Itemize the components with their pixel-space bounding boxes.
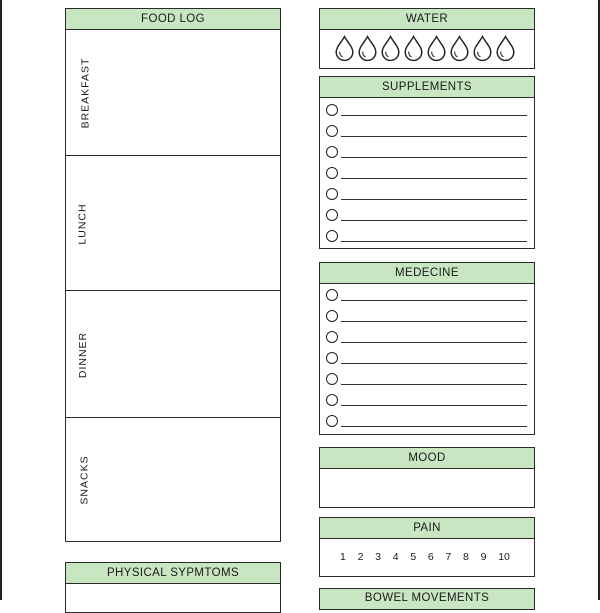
supplement-entry-line[interactable] xyxy=(341,157,527,158)
water-drop-icon[interactable] xyxy=(426,35,447,62)
meal-section-dinner[interactable] xyxy=(65,290,281,419)
medicine-entry-line[interactable] xyxy=(341,300,527,301)
bowel-movements-title: BOWEL MOVEMENTS xyxy=(364,592,490,604)
supplement-entry-line[interactable] xyxy=(341,220,527,221)
supplement-checkbox[interactable] xyxy=(326,167,338,179)
supplement-entry-line[interactable] xyxy=(341,136,527,137)
meal-section-breakfast[interactable] xyxy=(65,29,281,157)
medicine-entry-line[interactable] xyxy=(341,363,527,364)
pain-scale xyxy=(340,551,510,563)
water-drop-icon[interactable] xyxy=(334,35,355,62)
supplement-checkbox[interactable] xyxy=(326,209,338,221)
supplement-checkbox[interactable] xyxy=(326,146,338,158)
water-drop-icon[interactable] xyxy=(380,35,401,62)
medicine-checkbox[interactable] xyxy=(326,415,338,427)
meal-section-lunch[interactable] xyxy=(65,155,281,292)
medicine-row xyxy=(326,415,527,427)
physical-symptoms-box[interactable] xyxy=(65,583,281,613)
pain-level-7[interactable]: 7 xyxy=(445,551,452,563)
water-drop-icon[interactable] xyxy=(449,35,470,62)
supplement-entry-line[interactable] xyxy=(341,115,527,116)
physical-symptoms-title: PHYSICAL SYPMTOMS xyxy=(106,567,240,579)
food-log-title: FOOD LOG xyxy=(141,13,205,25)
medicine-entry-line[interactable] xyxy=(341,384,527,385)
supplement-entry-line[interactable] xyxy=(341,178,527,179)
water-header xyxy=(319,8,535,30)
supplement-row xyxy=(326,167,527,179)
pain-level-1[interactable]: 1 xyxy=(340,551,346,563)
medicine-title: MEDECINE xyxy=(395,267,459,279)
supplement-entry-line[interactable] xyxy=(341,241,527,242)
water-drop-icon[interactable] xyxy=(495,35,516,62)
supplement-checkbox[interactable] xyxy=(326,104,338,116)
mood-header xyxy=(319,447,535,469)
medicine-entry-line[interactable] xyxy=(341,342,527,343)
medicine-row xyxy=(326,310,527,322)
water-title: WATER xyxy=(405,13,449,25)
supplement-row xyxy=(326,188,527,200)
food-log-header xyxy=(65,8,281,30)
supplement-row xyxy=(326,209,527,221)
medicine-checkbox[interactable] xyxy=(326,352,338,364)
supplements-header xyxy=(319,76,535,98)
water-drop-tracker xyxy=(334,35,516,62)
medicine-entry-line[interactable] xyxy=(341,405,527,406)
pain-level-5[interactable]: 5 xyxy=(410,551,417,563)
medicine-checkbox[interactable] xyxy=(326,394,338,406)
supplements-title: SUPPLEMENTS xyxy=(381,81,473,93)
medicine-row xyxy=(326,373,527,385)
medicine-checkbox[interactable] xyxy=(326,373,338,385)
water-drop-icon[interactable] xyxy=(472,35,493,62)
mood-title: MOOD xyxy=(408,452,446,464)
supplement-checkbox[interactable] xyxy=(326,188,338,200)
supplement-checkbox[interactable] xyxy=(326,125,338,137)
meal-label-breakfast: BREAKFAST xyxy=(79,57,92,129)
meal-label-snacks: SNACKS xyxy=(78,454,91,505)
pain-level-10[interactable]: 10 xyxy=(498,551,510,563)
bowel-movements-header xyxy=(319,588,535,610)
pain-title: PAIN xyxy=(413,522,441,534)
supplement-checkbox[interactable] xyxy=(326,230,338,242)
medicine-header xyxy=(319,262,535,284)
pain-level-6[interactable]: 6 xyxy=(427,551,434,563)
pain-level-3[interactable]: 3 xyxy=(375,551,381,563)
medicine-row xyxy=(326,352,527,364)
physical-symptoms-header xyxy=(65,562,281,584)
meal-label-lunch: LUNCH xyxy=(76,202,89,245)
pain-level-9[interactable]: 9 xyxy=(480,551,487,563)
meal-section-snacks[interactable] xyxy=(65,417,281,542)
medicine-checkbox[interactable] xyxy=(326,310,338,322)
medicine-row xyxy=(326,289,527,301)
supplement-row xyxy=(326,125,527,137)
pain-level-4[interactable]: 4 xyxy=(392,551,399,563)
pain-header xyxy=(319,517,535,539)
medicine-entry-line[interactable] xyxy=(341,321,527,322)
pain-level-2[interactable]: 2 xyxy=(357,551,364,563)
medicine-checkbox[interactable] xyxy=(326,331,338,343)
supplement-row xyxy=(326,230,527,242)
medicine-checkbox[interactable] xyxy=(326,289,338,301)
pain-level-8[interactable]: 8 xyxy=(463,551,469,563)
meal-label-dinner: DINNER xyxy=(77,331,90,378)
water-drop-icon[interactable] xyxy=(357,35,378,62)
supplement-entry-line[interactable] xyxy=(341,199,527,200)
medicine-entry-line[interactable] xyxy=(341,426,527,427)
medicine-row xyxy=(326,331,527,343)
page-edge-left xyxy=(0,0,2,600)
water-drop-icon[interactable] xyxy=(403,35,424,62)
mood-box[interactable] xyxy=(319,468,535,508)
medicine-row xyxy=(326,394,527,406)
supplement-row xyxy=(326,146,527,158)
supplement-row xyxy=(326,104,527,116)
